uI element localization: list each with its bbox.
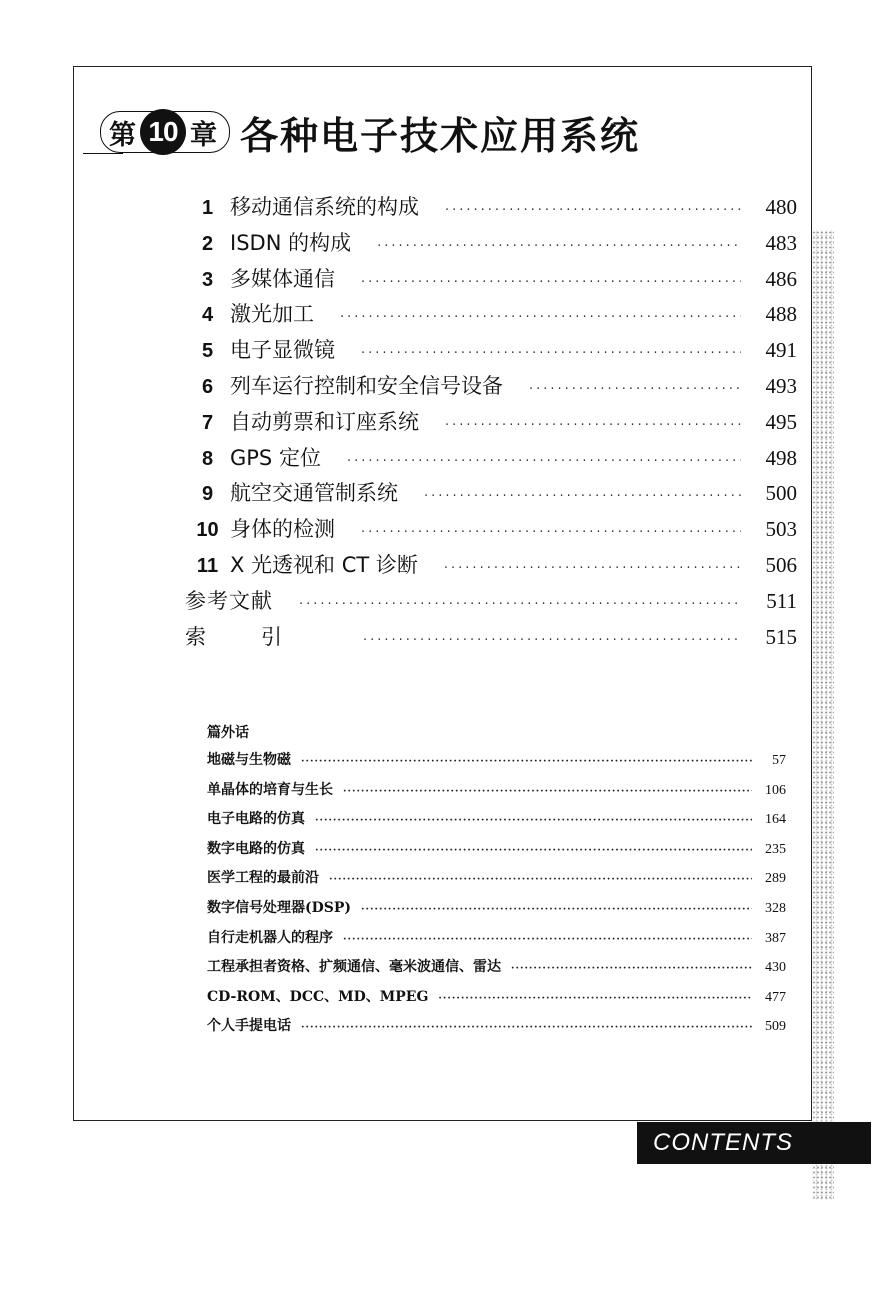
essay-page: 106 (765, 782, 786, 798)
toc-item-number: 4 (201, 304, 214, 327)
toc-item-title: GPS 定位 (230, 445, 321, 470)
dot-leader (438, 993, 752, 1004)
index-title: 索引 (185, 624, 337, 649)
dot-leader (361, 525, 741, 540)
toc-item-number: 3 (201, 268, 214, 291)
dot-leader (363, 633, 741, 648)
toc-item-page: 503 (765, 517, 797, 542)
toc-item-page: 506 (765, 552, 797, 577)
essay-item[interactable] (207, 1015, 786, 1045)
dot-leader (377, 239, 741, 254)
essay-item[interactable] (207, 867, 786, 897)
toc-item-page: 493 (765, 373, 797, 398)
essay-item[interactable] (207, 927, 786, 957)
essay-page: 289 (765, 871, 786, 887)
toc-references[interactable] (185, 585, 797, 621)
essay-item[interactable] (207, 956, 786, 986)
toc-item[interactable] (185, 298, 797, 334)
dot-leader (444, 561, 741, 576)
toc-item-page: 491 (765, 338, 797, 363)
toc-item-page: 500 (765, 481, 797, 506)
dot-leader (343, 934, 752, 945)
essay-page: 509 (765, 1019, 786, 1035)
toc-item-title: 航空交通管制系统 (230, 481, 398, 506)
essay-title: 自行走机器人的程序 (207, 929, 333, 946)
essay-title: 地磁与生物磁 (207, 752, 291, 768)
dot-leader (343, 786, 752, 797)
dot-leader (299, 597, 741, 612)
essay-page: 430 (765, 960, 786, 976)
toc-item[interactable] (185, 477, 797, 513)
essay-page: 328 (765, 900, 786, 916)
toc-item-number: 11 (196, 554, 219, 577)
essay-title: 数字电路的仿真 (207, 840, 305, 857)
toc-item-title: ISDN 的构成 (230, 230, 352, 255)
toc-item-title: 电子显微镜 (230, 338, 335, 363)
toc-index[interactable] (185, 621, 797, 657)
toc-item[interactable] (185, 442, 797, 478)
dot-leader (361, 904, 752, 915)
chapter-prefix: 第 (109, 119, 136, 151)
dot-leader (511, 963, 752, 974)
sidebar-essays (207, 721, 786, 1045)
dot-leader (361, 275, 741, 290)
essay-item[interactable] (207, 986, 786, 1016)
toc-item-title: 身体的检测 (230, 517, 335, 542)
chapter-number: 10 (140, 109, 186, 155)
toc-item[interactable] (185, 513, 797, 549)
toc-item-page: 495 (765, 409, 797, 434)
essay-page: 387 (765, 930, 786, 946)
toc-item[interactable] (185, 406, 797, 442)
dot-leader (424, 489, 741, 504)
index-page: 515 (765, 624, 797, 649)
essay-title: 单晶体的培育与生长 (207, 781, 333, 798)
references-title: 参考文献 (185, 588, 273, 613)
toc-item-number: 9 (201, 483, 214, 506)
dot-leader (445, 203, 741, 218)
essay-title: 个人手提电话 (207, 1018, 291, 1035)
chapter-title: 各种电子技术应用系统 (240, 112, 641, 158)
dot-leader (301, 1022, 752, 1033)
contents-tab: CONTENTS (637, 1122, 871, 1164)
essay-item[interactable] (207, 749, 786, 779)
essay-title: 电子电路的仿真 (207, 811, 305, 828)
references-page: 511 (766, 588, 797, 613)
dot-leader (301, 756, 752, 767)
toc-item-page: 488 (765, 302, 797, 327)
chapter-badge (100, 111, 230, 153)
toc-item[interactable] (185, 191, 797, 227)
toc-item[interactable] (185, 334, 797, 370)
essay-item[interactable] (207, 897, 786, 927)
toc-item-number: 7 (201, 411, 214, 434)
essay-page: 164 (765, 812, 786, 828)
toc-item[interactable] (185, 370, 797, 406)
toc-item-page: 486 (765, 266, 797, 291)
toc-item[interactable] (185, 549, 797, 585)
toc-item-number: 6 (201, 375, 214, 398)
essay-page: 477 (765, 989, 786, 1005)
dot-leader (445, 418, 741, 433)
dot-leader (329, 874, 752, 885)
chapter-suffix: 章 (190, 119, 217, 151)
toc-item-title: 自动剪票和订座系统 (230, 409, 419, 434)
essay-title: 工程承担者资格、扩频通信、毫米波通信、雷达 (207, 959, 501, 976)
dot-leader (315, 845, 752, 856)
dot-leader (529, 382, 741, 397)
toc-item-page: 483 (765, 230, 797, 255)
toc-item[interactable] (185, 227, 797, 263)
toc-item-number: 1 (201, 197, 214, 219)
essay-item[interactable] (207, 779, 786, 809)
essay-page: 235 (765, 841, 786, 857)
toc-item[interactable] (185, 263, 797, 299)
toc-item-number: 5 (201, 340, 214, 363)
essay-title: CD-ROM、DCC、MD、MPEG (207, 988, 429, 1005)
dot-leader (315, 815, 752, 826)
essays-heading: 篇外话 (207, 725, 249, 741)
toc-item-number: 8 (201, 447, 214, 470)
essay-title: 数字信号处理器(DSP) (207, 899, 352, 916)
toc-item-title: 列车运行控制和安全信号设备 (230, 373, 503, 398)
toc-item-number: 10 (196, 519, 219, 542)
toc-item-title: 移动通信系统的构成 (230, 195, 419, 219)
toc-item-page: 480 (765, 195, 797, 219)
toc-item-title: 多媒体通信 (230, 266, 335, 291)
toc-item-number: 2 (201, 232, 214, 255)
essay-item[interactable] (207, 838, 786, 868)
essay-item[interactable] (207, 808, 786, 838)
essay-title: 医学工程的最前沿 (207, 870, 319, 887)
dot-leader (361, 346, 741, 361)
toc-list (185, 191, 797, 656)
dot-leader (340, 310, 741, 325)
scan-edge-noise (812, 230, 834, 1200)
dot-leader (347, 454, 741, 469)
toc-item-title: 激光加工 (230, 302, 314, 327)
essay-page: 57 (772, 753, 786, 768)
toc-item-page: 498 (765, 445, 797, 470)
chapter-heading (100, 104, 640, 160)
badge-underline (83, 153, 123, 154)
toc-item-title: X 光透视和 CT 诊断 (230, 552, 418, 577)
